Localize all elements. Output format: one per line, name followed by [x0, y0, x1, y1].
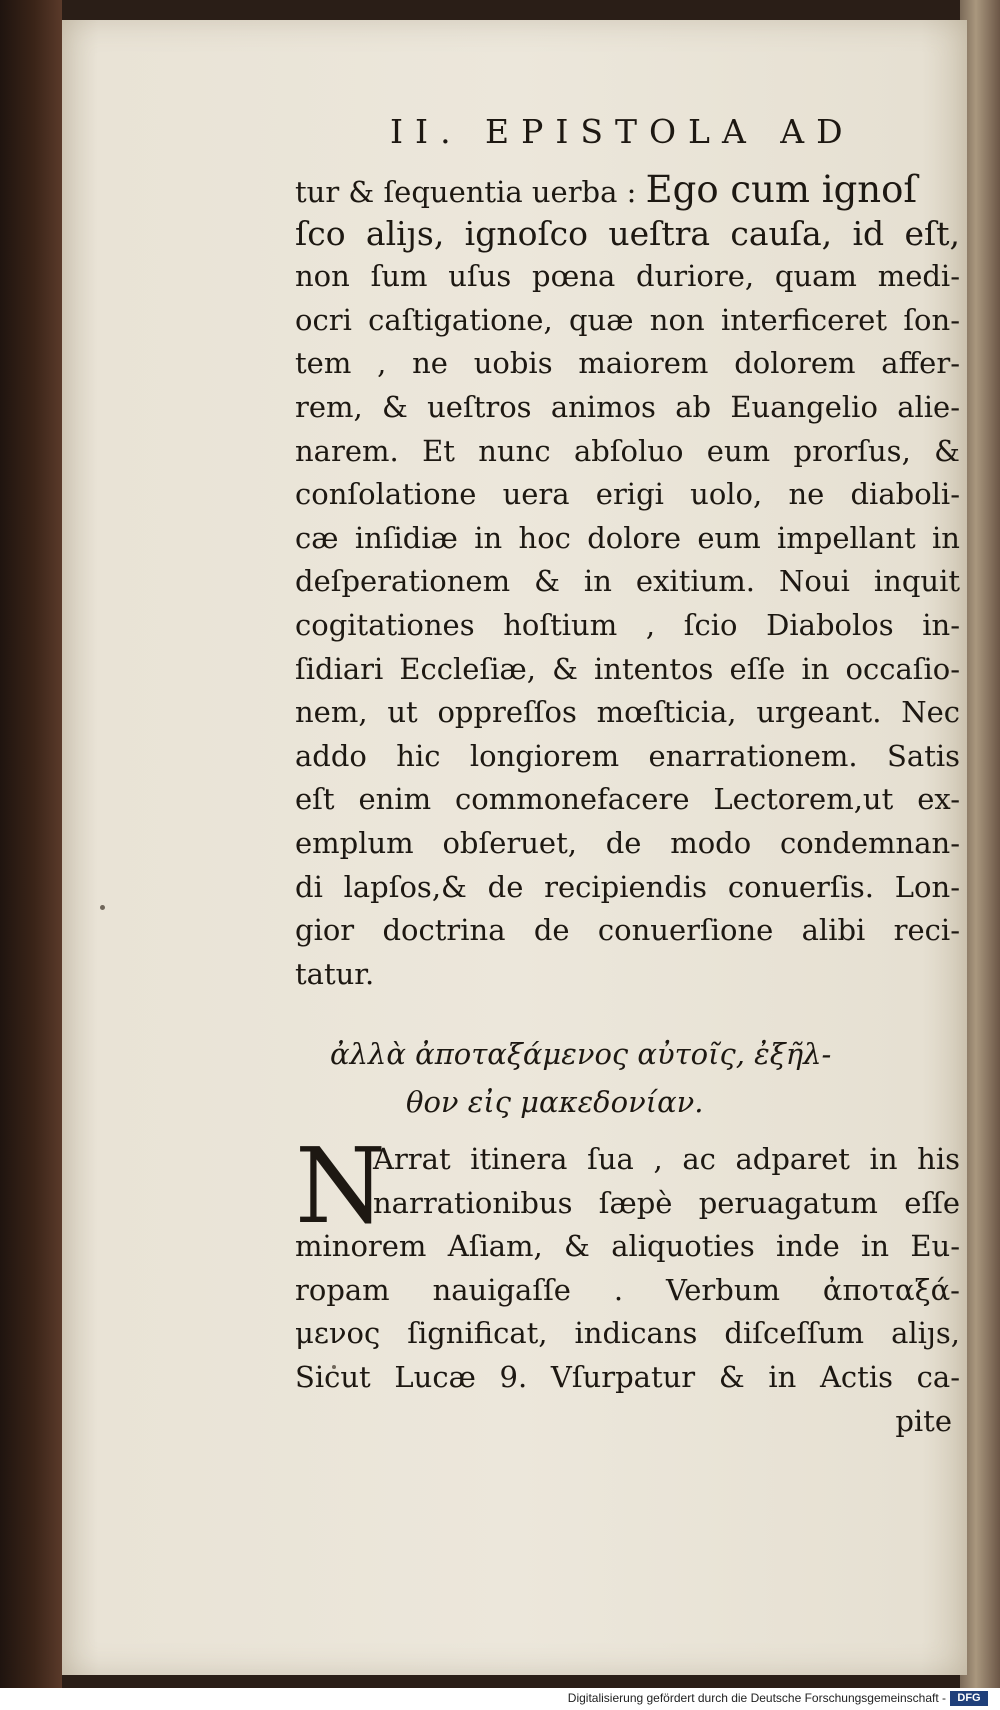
text-line: di lapſos,& de recipiendis conuerſis. Lon-	[295, 869, 960, 904]
paragraph-1	[295, 168, 960, 996]
text-line: cæ inſidiæ in hoc dolore eum impellant in	[295, 520, 960, 555]
text-line: ſco aliȷs, ignoſco ueſtra cauſa, id eſt,	[295, 213, 960, 253]
digitization-footer	[0, 1688, 1000, 1710]
paper-speck	[100, 905, 105, 910]
text-line: gior doctrina de conuerſione alibi reci-	[295, 913, 960, 948]
paragraph-2	[295, 1125, 960, 1400]
text-line: addo hic longiorem enarrationem. Satis	[295, 738, 960, 773]
text-line: deſperationem & in exitium. Noui inquit	[295, 564, 960, 599]
text-line: tatur.	[295, 956, 375, 991]
funding-notice: Digitalisierung gefördert durch die Deutsche Forschungsgemeinschaft -	[567, 1691, 946, 1705]
text-line: ropam nauigaſſe . Verbum ἀποταξά-	[295, 1272, 960, 1307]
text-line: ocri caſtigatione, quæ non interficeret ſon-	[295, 302, 960, 337]
text-line	[295, 168, 960, 212]
text-line: conſolatione uera erigi uolo, ne diaboli-	[295, 477, 960, 512]
text-line: emplum obſeruet, de modo condemnan-	[295, 825, 960, 860]
catchword: pite	[895, 1404, 952, 1438]
text-line: Sicut Lucæ 9. Vſurpatur & in Actis ca-	[295, 1359, 960, 1394]
text-line: tem , ne uobis maiorem dolorem affer-	[295, 346, 960, 381]
text-line: rem, & ueſtros animos ab Euangelio alie-	[295, 389, 960, 424]
text-line: ſidiari Eccleſiæ, & intentos eſſe in occaſio-	[295, 651, 960, 686]
text-line: non ſum uſus pœna duriore, quam medi-	[295, 259, 960, 294]
text-line: μενος ſignificat, indicans diſceſſum aliȷs,	[295, 1316, 960, 1351]
greek-line: θον εἰς μακεδονίαν.	[406, 1085, 704, 1119]
text-line-start: tur & ſequentia uerba :	[295, 175, 637, 209]
greek-quotation	[330, 1030, 970, 1126]
text-line: narrationibus ſæpè peruagatum eſſe	[373, 1185, 960, 1220]
text-line: eſt enim commonefacere Lectorem,ut ex-	[295, 782, 960, 817]
text-line: nem, ut oppreſſos mœſticia, urgeant. Nec	[295, 695, 960, 730]
dfg-logo: DFG	[950, 1691, 988, 1706]
text-line: cogitationes hoſtium , ſcio Diabolos in-	[295, 607, 960, 642]
text-line: narem. Et nunc abſoluo eum prorſus, &	[295, 433, 960, 468]
drop-cap: N	[295, 1125, 386, 1247]
greek-line: ἀλλὰ ἀποταξάμενος αὐτοῖς, ἐξῆλ-	[330, 1037, 832, 1071]
text-line: minorem Aſiam, & aliquoties inde in Eu-	[295, 1229, 960, 1264]
book-binding-edge	[0, 0, 62, 1690]
text-line-emphasis: Ego cum ignoſ	[645, 168, 918, 211]
running-head: II. EPISTOLA AD	[390, 112, 855, 151]
text-line: Arrat itinera ſua , ac adparet in his	[373, 1142, 960, 1176]
